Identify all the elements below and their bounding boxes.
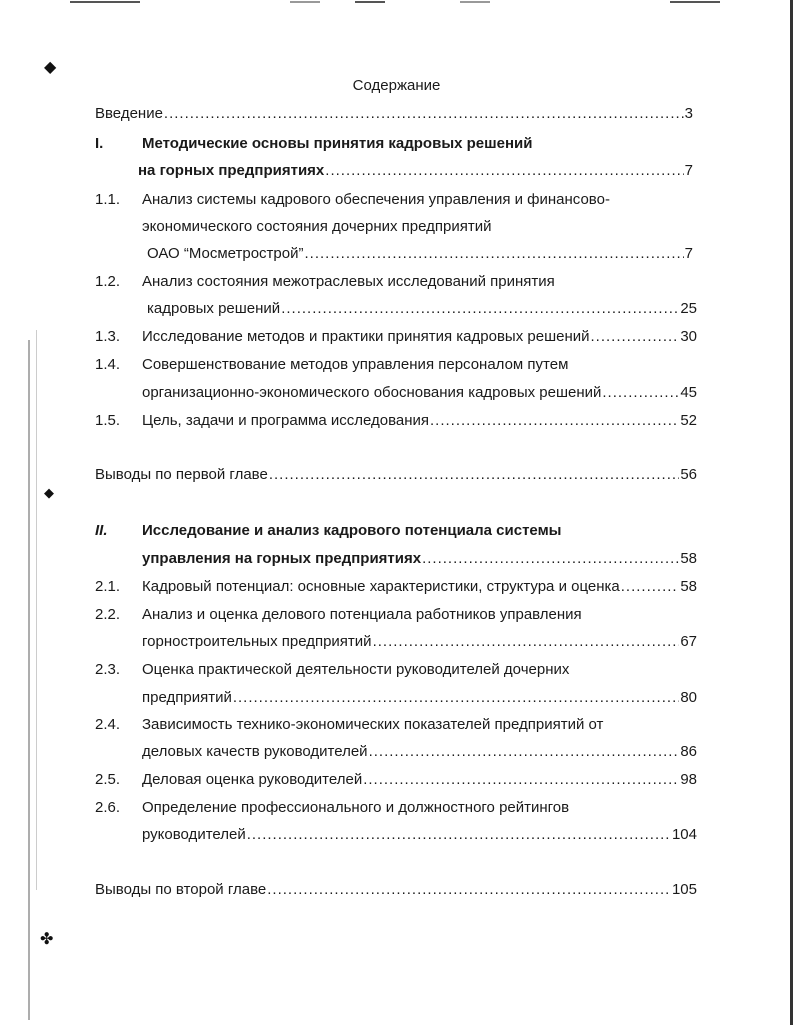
entry-text: ОАО “Мосметрострой” xyxy=(147,245,304,262)
section-title-line: Анализ и оценка делового потенциала работников управления xyxy=(142,606,582,623)
page-number: 67 xyxy=(680,633,697,650)
section-number: 2.1. xyxy=(95,578,121,595)
chapter-title-line: Методические основы принятия кадровых решений xyxy=(142,135,533,152)
entry-text: руководителей xyxy=(142,826,246,843)
dot-leader xyxy=(267,881,671,898)
chapter-title-line: Исследование и анализ кадрового потенциала системы xyxy=(142,522,562,539)
entry-text: Исследование методов и практики принятия кадровых решений xyxy=(142,328,590,345)
toc-entry-2-5 xyxy=(142,771,697,791)
section-title-line: экономического состояния дочерних предприятий xyxy=(142,218,492,235)
section-number: 1.4. xyxy=(95,356,121,373)
dot-leader xyxy=(269,466,680,483)
dot-leader xyxy=(363,771,679,788)
dot-leader xyxy=(430,412,679,429)
toc-entry-1-1 xyxy=(147,245,693,265)
entry-text: Цель, задачи и программа исследования xyxy=(142,412,429,429)
entry-text: управления на горных предприятиях xyxy=(142,550,422,567)
scan-edge-left-inner xyxy=(36,330,37,890)
toc-entry-chapter-2 xyxy=(142,550,697,570)
toc-entry-1-5 xyxy=(142,412,697,432)
scan-artifact-top xyxy=(60,0,740,6)
entry-text: организационно-экономического обоснования кадровых решений xyxy=(142,384,602,401)
chapter-number: II. xyxy=(95,522,108,539)
dot-leader xyxy=(281,300,679,317)
page-number: 104 xyxy=(671,826,697,843)
page-number: 52 xyxy=(680,412,697,429)
section-title-line: Оценка практической деятельности руководителей дочерних xyxy=(142,661,570,678)
toc-entry-1-2 xyxy=(147,300,697,320)
page-number: 80 xyxy=(680,689,697,706)
entry-text: Выводы по второй главе xyxy=(95,881,267,898)
chapter-number: I. xyxy=(95,135,104,152)
entry-text: Деловая оценка руководителей xyxy=(142,771,363,788)
scan-mark-bottom: ✤ xyxy=(40,931,54,948)
dot-leader xyxy=(369,743,680,760)
section-number: 2.2. xyxy=(95,606,121,623)
page-number: 86 xyxy=(680,743,697,760)
section-title-line: Зависимость технико-экономических показателей предприятий от xyxy=(142,716,604,733)
entry-text: горностроительных предприятий xyxy=(142,633,372,650)
entry-text: на горных предприятиях xyxy=(138,162,325,179)
section-number: 2.5. xyxy=(95,771,121,788)
dot-leader xyxy=(422,550,679,567)
page-number: 3 xyxy=(684,105,693,122)
section-number: 1.1. xyxy=(95,191,121,208)
dot-leader xyxy=(621,578,680,595)
entry-text: Выводы по первой главе xyxy=(95,466,268,483)
page-number: 7 xyxy=(684,162,693,179)
entry-text: деловых качеств руководителей xyxy=(142,743,368,760)
section-title-line: Совершенствование методов управления персоналом путем xyxy=(142,356,569,373)
dot-leader xyxy=(247,826,671,843)
section-number: 2.4. xyxy=(95,716,121,733)
dot-leader xyxy=(325,162,683,179)
entry-text: Введение xyxy=(95,105,163,122)
dot-leader xyxy=(164,105,684,122)
scan-mark-top: ◆ xyxy=(44,59,57,76)
toc-entry-2-2 xyxy=(142,633,697,653)
toc-entry-2-4 xyxy=(142,743,697,763)
section-title-line: Анализ системы кадрового обеспечения управления и финансово- xyxy=(142,191,610,208)
section-title-line: Определение профессионального и должностного рейтингов xyxy=(142,799,570,816)
scan-edge-left xyxy=(28,340,30,1020)
toc-entry-2-3 xyxy=(142,689,697,709)
page-number: 7 xyxy=(684,245,693,262)
toc-entry-2-1 xyxy=(142,578,697,598)
toc-title: Содержание xyxy=(352,77,441,94)
toc-entry-2-6 xyxy=(142,826,697,846)
section-number: 2.6. xyxy=(95,799,121,816)
page-number: 25 xyxy=(680,300,697,317)
toc-entry-intro xyxy=(95,105,693,125)
dot-leader xyxy=(590,328,679,345)
page-number: 98 xyxy=(680,771,697,788)
toc-entry-1-3 xyxy=(142,328,697,348)
section-number: 1.2. xyxy=(95,273,121,290)
toc-entry-1-4 xyxy=(142,384,697,404)
dot-leader xyxy=(305,245,684,262)
dot-leader xyxy=(233,689,679,706)
toc-entry-conclusion-1 xyxy=(95,466,697,486)
page-number: 56 xyxy=(680,466,697,483)
section-number: 1.3. xyxy=(95,328,121,345)
page-number: 45 xyxy=(680,384,697,401)
toc-entry-conclusion-2 xyxy=(95,881,697,901)
section-title-line: Анализ состояния межотраслевых исследований принятия xyxy=(142,273,555,290)
page-number: 58 xyxy=(680,578,697,595)
dot-leader xyxy=(602,384,679,401)
entry-text: Кадровый потенциал: основные характеристики, структура и оценка xyxy=(142,578,620,595)
toc-entry-chapter-1 xyxy=(138,162,693,182)
section-number: 2.3. xyxy=(95,661,121,678)
page-number: 105 xyxy=(671,881,697,898)
page-number: 30 xyxy=(680,328,697,345)
entry-text: предприятий xyxy=(142,689,232,706)
entry-text: кадровых решений xyxy=(147,300,281,317)
page-number: 58 xyxy=(680,550,697,567)
dot-leader xyxy=(373,633,680,650)
section-number: 1.5. xyxy=(95,412,121,429)
scan-mark-middle: ◆ xyxy=(44,485,54,500)
